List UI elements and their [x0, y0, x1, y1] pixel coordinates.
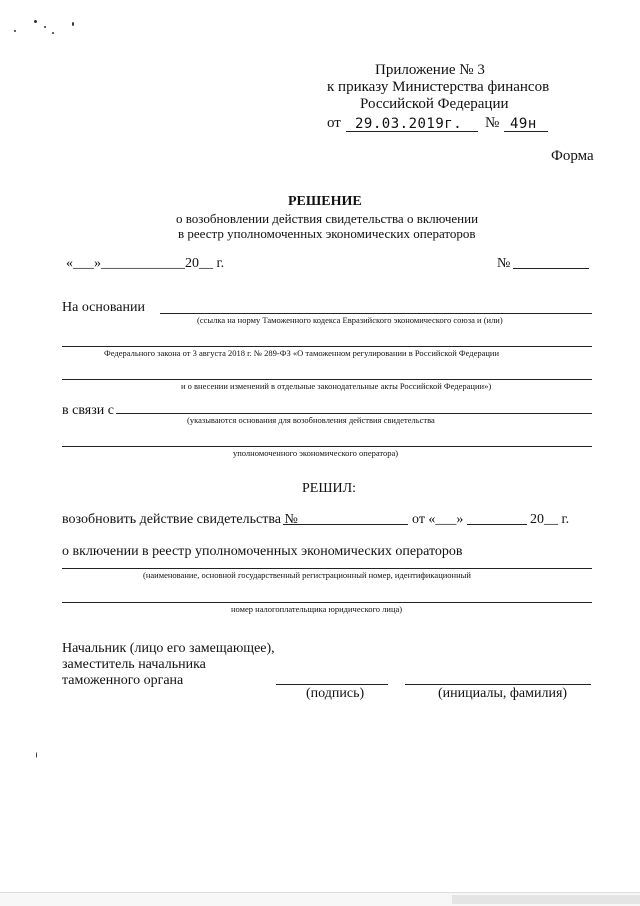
- order-number-underline: [504, 131, 548, 132]
- resume-text: возобновить действие свидетельства №: [62, 512, 298, 527]
- resume-from: от «___»: [412, 512, 464, 527]
- inclusion-hint-2: номер налогоплательщика юридического лица): [231, 604, 403, 614]
- reason-hint-1: (указываются основания для возобновления действия свидетельства: [187, 415, 435, 425]
- order-from-label: от: [327, 115, 341, 131]
- scan-speck: [44, 26, 46, 28]
- order-line: к приказу Министерства финансов: [327, 79, 550, 95]
- basis-label: На основании: [62, 300, 145, 315]
- basis-field-line[interactable]: [160, 313, 592, 314]
- signature-label: (подпись): [306, 686, 365, 701]
- order-date: 29.03.2019г.: [355, 116, 463, 132]
- operator-name-field-2[interactable]: [62, 602, 592, 603]
- decision-number-underline: [513, 268, 589, 269]
- certificate-number-field[interactable]: [283, 524, 408, 525]
- resume-year: 20__ г.: [530, 512, 570, 527]
- document-title: РЕШЕНИЕ: [288, 194, 362, 209]
- scan-edge-block: [452, 895, 640, 904]
- signature-field[interactable]: [276, 684, 388, 685]
- operator-name-field[interactable]: [62, 568, 592, 569]
- basis-hint-1: (ссылка на норму Таможенного кодекса Евразийского экономического союза и (или): [197, 315, 503, 325]
- resume-date-field[interactable]: [467, 524, 527, 525]
- decision-number-label: №: [497, 256, 511, 271]
- scan-speck: [36, 752, 37, 758]
- signatory-line-3: таможенного органа: [62, 673, 184, 688]
- scan-speck: [14, 30, 16, 32]
- signatory-line-1: Начальник (лицо его замещающее),: [62, 641, 275, 656]
- scan-speck: [72, 22, 74, 26]
- signatory-line-2: заместитель начальника: [62, 657, 206, 672]
- basis-hint-3: и о внесении изменений в отдельные законодательные акты Российской Федерации»): [181, 381, 492, 391]
- initials-label: (инициалы, фамилия): [438, 686, 568, 701]
- document-subtitle-2: в реестр уполномоченных экономических операторов: [178, 226, 476, 241]
- reason-hint-2: уполномоченного экономического оператора): [233, 448, 399, 458]
- scan-bottom-edge: [0, 892, 640, 906]
- order-number: 49н: [510, 116, 537, 132]
- initials-field[interactable]: [405, 684, 591, 685]
- basis-field-line-2[interactable]: [62, 346, 592, 347]
- order-number-label: №: [485, 115, 500, 131]
- reason-label: в связи с: [62, 403, 114, 418]
- document-subtitle-1: о возобновлении действия свидетельства о включении: [176, 211, 479, 226]
- federation-line: Российской Федерации: [360, 96, 509, 112]
- reason-field-line[interactable]: [116, 413, 592, 414]
- decided-heading: РЕШИЛ:: [302, 481, 356, 496]
- reason-field-line-2[interactable]: [62, 446, 592, 447]
- order-date-underline: [346, 131, 478, 132]
- basis-hint-2: Федерального закона от 3 августа 2018 г. № 289-ФЗ «О таможенном регулировании в Российской Федерации: [104, 348, 500, 358]
- scan-speck: [34, 20, 37, 23]
- scan-speck: [52, 32, 54, 34]
- basis-field-line-3[interactable]: [62, 379, 592, 380]
- form-label: Форма: [551, 148, 594, 164]
- inclusion-text: о включении в реестр уполномоченных экономических операторов: [62, 544, 463, 559]
- inclusion-hint-1: (наименование, основной государственный регистрационный номер, идентификационный: [143, 570, 471, 580]
- appendix-title: Приложение № 3: [375, 62, 485, 78]
- decision-date-template: «___»____________20__ г.: [66, 256, 225, 271]
